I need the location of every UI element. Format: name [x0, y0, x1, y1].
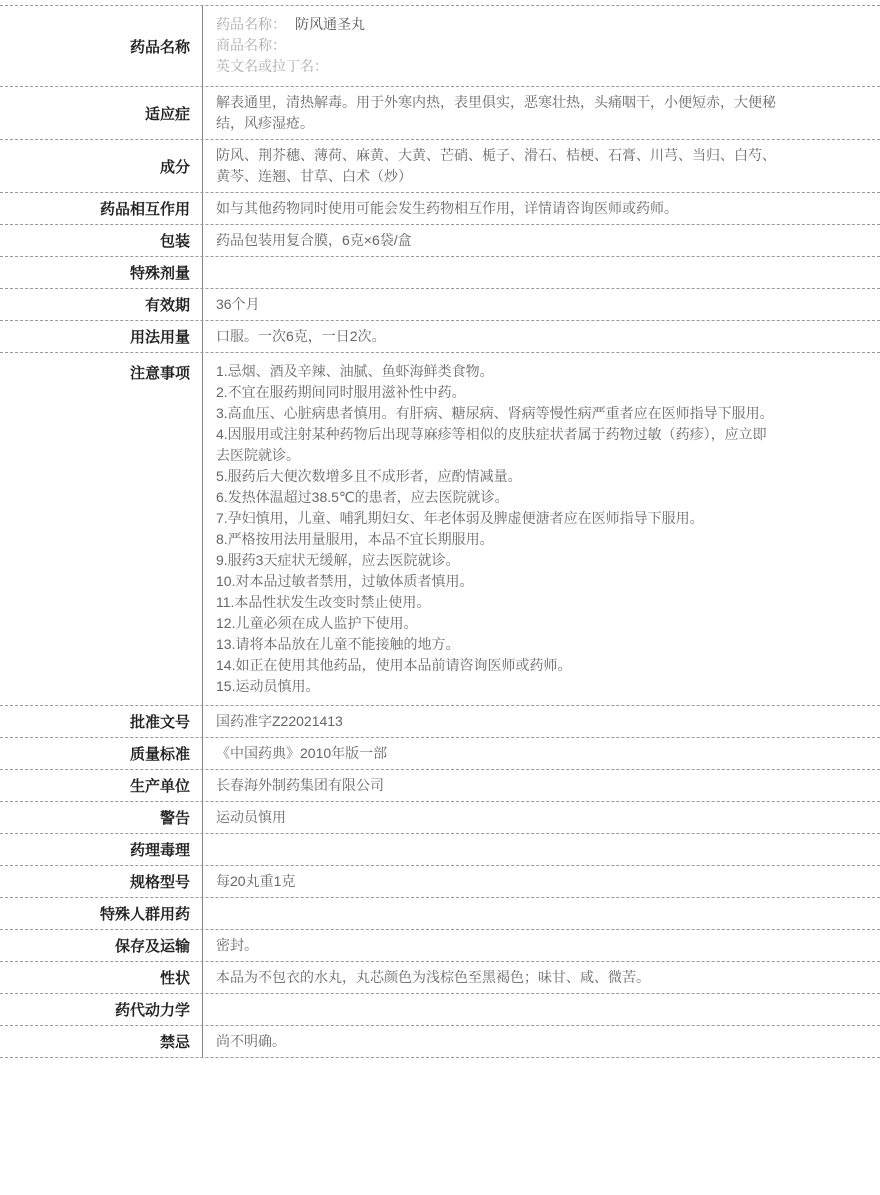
- english-name-prefix: 英文名或拉丁名：: [216, 58, 328, 74]
- row-value: [203, 898, 880, 929]
- row-value: [203, 962, 880, 993]
- precaution-item: 5.服药后大便次数增多且不成形者，应酌情减量。: [216, 468, 522, 484]
- usage-dosage-text: 口服。一次6克，一日2次。: [216, 328, 386, 344]
- row-value: [203, 289, 880, 320]
- drug-name-prefix: 药品名称：: [216, 16, 286, 32]
- row-value: [203, 834, 880, 865]
- precaution-item: 6.发热体温超过38.5℃的患者，应去医院就诊。: [216, 489, 509, 505]
- warning-text: 运动员慎用: [216, 809, 286, 825]
- row-label: 批准文号: [0, 706, 203, 737]
- approval-number-text: 国药准字Z22021413: [216, 713, 343, 729]
- shelf-life-text: 36个月: [216, 296, 260, 312]
- row-value: [203, 802, 880, 833]
- packaging-text: 药品包装用复合膜，6克×6袋/盒: [216, 232, 412, 248]
- row-indications: [0, 87, 880, 140]
- properties-text: 本品为不包衣的水丸，丸芯颜色为浅棕色至黑褐色；味甘、咸、微苦。: [216, 969, 650, 985]
- english-name-line: [216, 56, 780, 77]
- precaution-item: 4.因服用或注射某种药物后出现荨麻疹等相似的皮肤症状者属于药物过敏（药疹），应立即去医院就诊。: [216, 426, 767, 463]
- row-value: [203, 257, 880, 288]
- row-label: 有效期: [0, 289, 203, 320]
- row-manufacturer: [0, 770, 880, 802]
- row-specification: [0, 866, 880, 898]
- row-value: [203, 866, 880, 897]
- row-label: 包装: [0, 225, 203, 256]
- precaution-item: 11.本品性状发生改变时禁止使用。: [216, 594, 431, 610]
- row-value: [203, 770, 880, 801]
- row-label: 用法用量: [0, 321, 203, 352]
- row-pharmacology-toxicology: [0, 834, 880, 866]
- row-value: [203, 225, 880, 256]
- row-value: [203, 1026, 880, 1057]
- row-value: [203, 738, 880, 769]
- row-value: [203, 994, 880, 1025]
- row-label: 药代动力学: [0, 994, 203, 1025]
- row-packaging: [0, 225, 880, 257]
- precaution-item: 8.严格按用法用量服用，本品不宜长期服用。: [216, 531, 494, 547]
- trade-name-prefix: 商品名称：: [216, 37, 286, 53]
- row-label: 禁忌: [0, 1026, 203, 1057]
- ingredients-text: 防风、荆芥穗、薄荷、麻黄、大黄、芒硝、栀子、滑石、桔梗、石膏、川芎、当归、白芍、黄芩、连翘、甘草、白术（炒）: [216, 147, 776, 184]
- drug-info-table: [0, 5, 880, 1058]
- row-contraindications: [0, 1026, 880, 1058]
- precaution-item: 12.儿童必须在成人监护下使用。: [216, 615, 418, 631]
- precaution-item: 10.对本品过敏者禁用，过敏体质者慎用。: [216, 573, 474, 589]
- contraindications-text: 尚不明确。: [216, 1033, 286, 1049]
- row-value: [203, 193, 880, 224]
- row-drug-name: [0, 6, 880, 87]
- row-value: [203, 930, 880, 961]
- row-value: [203, 321, 880, 352]
- row-label: 药品名称: [0, 6, 203, 86]
- row-label: 适应症: [0, 87, 203, 139]
- row-label: 药品相互作用: [0, 193, 203, 224]
- manufacturer-text: 长春海外制药集团有限公司: [216, 777, 384, 793]
- indications-text: 解表通里，清热解毒。用于外寒内热，表里俱实，恶寒壮热，头痛咽干，小便短赤，大便秘结，风疹湿疮。: [216, 94, 776, 131]
- row-value: [203, 87, 880, 139]
- specification-text: 每20丸重1克: [216, 873, 296, 889]
- row-usage-dosage: [0, 321, 880, 353]
- precaution-item: 1.忌烟、酒及辛辣、油腻、鱼虾海鲜类食物。: [216, 363, 494, 379]
- precaution-item: 3.高血压、心脏病患者慎用。有肝病、糖尿病、肾病等慢性病严重者应在医师指导下服用。: [216, 405, 774, 421]
- row-value: [203, 6, 880, 86]
- row-value: [203, 706, 880, 737]
- row-precautions: [0, 353, 880, 706]
- precaution-item: 13.请将本品放在儿童不能接触的地方。: [216, 636, 460, 652]
- drug-interactions-text: 如与其他药物同时使用可能会发生药物相互作用，详情请咨询医师或药师。: [216, 200, 678, 216]
- row-properties: [0, 962, 880, 994]
- row-ingredients: [0, 140, 880, 193]
- precaution-item: 7.孕妇慎用，儿童、哺乳期妇女、年老体弱及脾虚便溏者应在医师指导下服用。: [216, 510, 704, 526]
- row-storage-transport: [0, 930, 880, 962]
- precaution-item: 9.服药3天症状无缓解，应去医院就诊。: [216, 552, 460, 568]
- precaution-item: 15.运动员慎用。: [216, 678, 320, 694]
- row-drug-interactions: [0, 193, 880, 225]
- row-label: 药理毒理: [0, 834, 203, 865]
- drug-name-value: 防风通圣丸: [295, 16, 365, 32]
- row-label: 规格型号: [0, 866, 203, 897]
- row-special-population: [0, 898, 880, 930]
- row-approval-number: [0, 706, 880, 738]
- drug-info-page: [0, 5, 880, 1195]
- row-warning: [0, 802, 880, 834]
- row-label: 注意事项: [0, 353, 203, 705]
- row-label: 性状: [0, 962, 203, 993]
- trade-name-line: [216, 35, 780, 56]
- row-label: 特殊剂量: [0, 257, 203, 288]
- row-label: 保存及运输: [0, 930, 203, 961]
- row-label: 生产单位: [0, 770, 203, 801]
- row-pharmacokinetics: [0, 994, 880, 1026]
- precaution-item: 2.不宜在服药期间同时服用滋补性中药。: [216, 384, 466, 400]
- row-special-dosage: [0, 257, 880, 289]
- row-shelf-life: [0, 289, 880, 321]
- row-label: 质量标准: [0, 738, 203, 769]
- storage-transport-text: 密封。: [216, 937, 258, 953]
- row-quality-standard: [0, 738, 880, 770]
- row-label: 成分: [0, 140, 203, 192]
- row-label: 警告: [0, 802, 203, 833]
- precaution-item: 14.如正在使用其他药品，使用本品前请咨询医师或药师。: [216, 657, 572, 673]
- row-value: [203, 353, 880, 705]
- drug-name-line: [216, 14, 780, 35]
- row-label: 特殊人群用药: [0, 898, 203, 929]
- row-value: [203, 140, 880, 192]
- quality-standard-text: 《中国药典》2010年版一部: [216, 745, 388, 761]
